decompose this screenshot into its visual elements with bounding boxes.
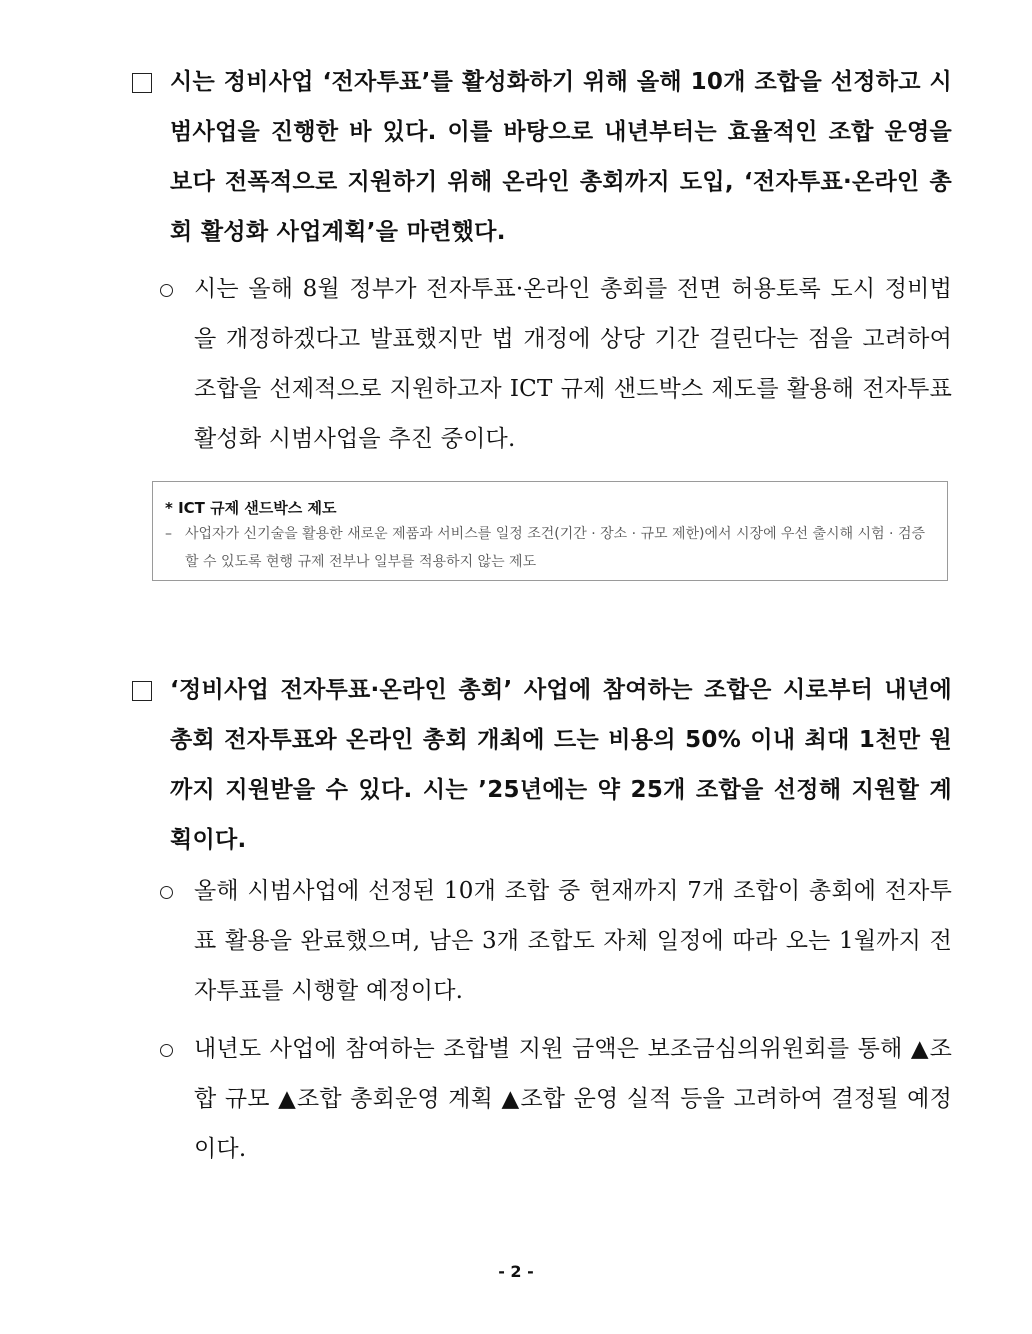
section-2-bullet-2-text: 내년도 사업에 참여하는 조합별 지원 금액은 보조금심의위원회를 통해 ▲조합 규모 ▲조합 총회운영 계획 ▲조합 운영 실적 등을 고려하여 결정될 예정이다. — [194, 1036, 952, 1162]
footnote-body — [165, 520, 937, 576]
section-1-heading-text: 시는 정비사업 ‘전자투표’를 활성화하기 위해 올해 10개 조합을 선정하고 시범사업을 진행한 바 있다. 이를 바탕으로 내년부터는 효율적인 조합 운영을 보다 전폭적으로 지원하기 위해 온라인 총회까지 도입, ‘전자투표·온라인 총회 활성화 사업계획’을 마련했다. — [170, 69, 952, 245]
section-2-bullet-1-text: 올해 시범사업에 선정된 10개 조합 중 현재까지 7개 조합이 총회에 전자투표 활용을 완료했으며, 남은 3개 조합도 자체 일정에 따라 오는 1월까지 전자투표를 시행할 예정이다. — [194, 878, 952, 1004]
section-1-bullet-1 — [160, 278, 952, 464]
circle-bullet-icon — [160, 1044, 173, 1057]
checkbox-square-icon — [132, 73, 152, 93]
checkbox-square-icon — [132, 681, 152, 701]
section-2-heading-text: ‘정비사업 전자투표·온라인 총회’ 사업에 참여하는 조합은 시로부터 내년에 총회 전자투표와 온라인 총회 개최에 드는 비용의 50% 이내 최대 1천만 원까지 지원받을 수 있다. 시는 ’25년에는 약 25개 조합을 선정해 지원할 계획이다. — [170, 677, 952, 853]
section-2-bullet-2 — [160, 1038, 952, 1174]
circle-bullet-icon — [160, 886, 173, 899]
section-2-heading — [132, 678, 952, 865]
section-1-heading — [132, 70, 952, 257]
footnote-title: * ICT 규제 샌드박스 제도 — [165, 499, 337, 517]
footnote-body-text: 사업자가 신기술을 활용한 새로운 제품과 서비스를 일정 조건(기간 · 장소 · 규모 제한)에서 시장에 우선 출시해 시험 · 검증할 수 있도록 현행 규제 전부나 일부를 적용하지 않는 제도 — [185, 526, 926, 570]
section-1-bullet-1-text: 시는 올해 8월 정부가 전자투표·온라인 총회를 전면 허용토록 도시 정비법을 개정하겠다고 발표했지만 법 개정에 상당 기간 걸린다는 점을 고려하여 조합을 선제적으로 지원하고자 ICT 규제 샌드박스 제도를 활용해 전자투표 활성화 시범사업을 추진 중이다. — [194, 276, 952, 452]
footnote-dash: – — [165, 526, 172, 542]
footnote-box — [152, 481, 948, 581]
page-number: - 2 - — [498, 1262, 534, 1281]
circle-bullet-icon — [160, 284, 173, 297]
section-2-bullet-1 — [160, 880, 952, 1016]
